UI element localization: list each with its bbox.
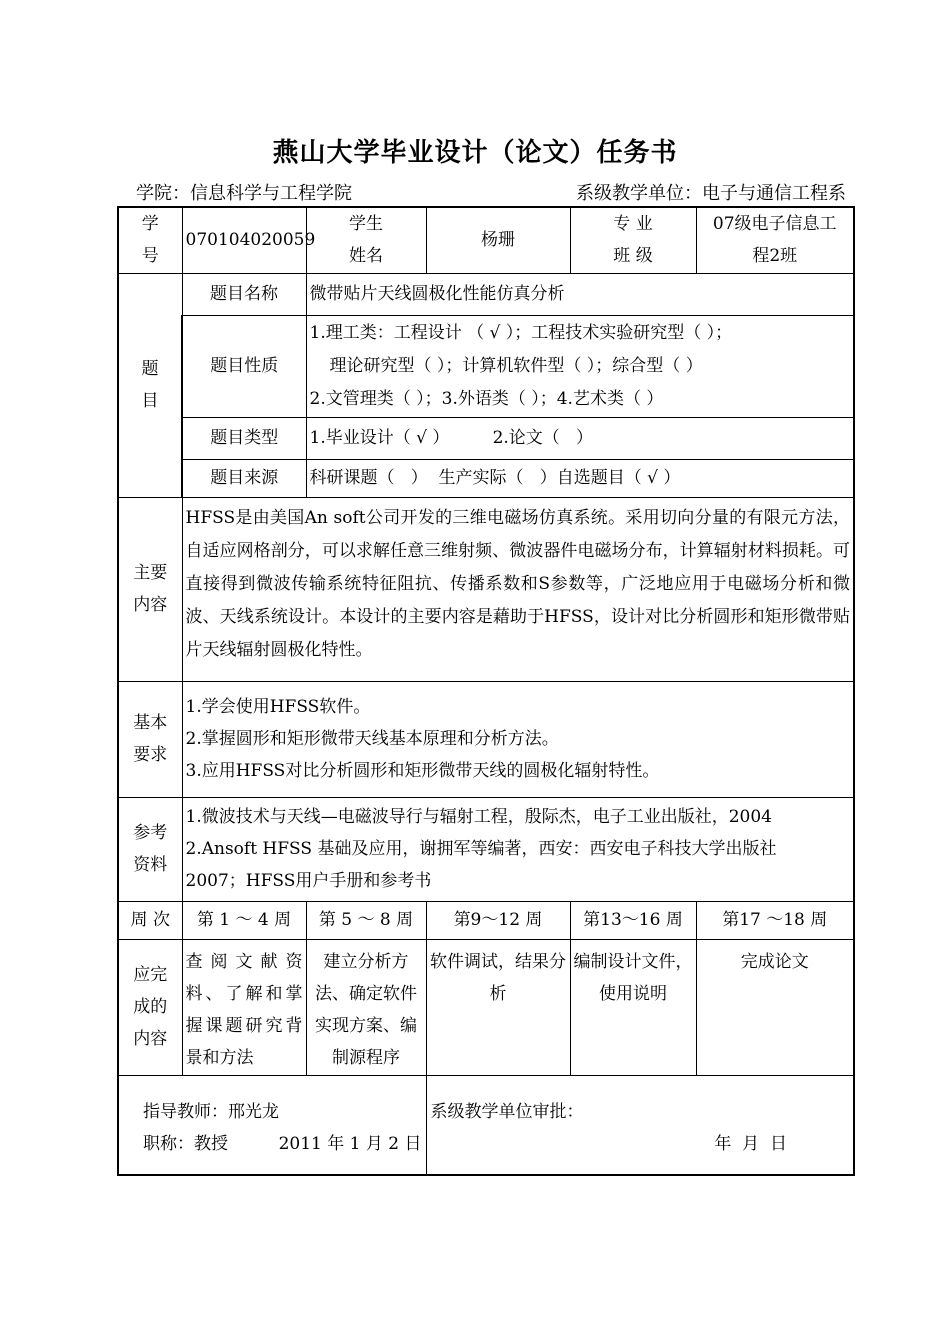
advisor-name: 指导教师：邢光龙 [143, 1101, 279, 1122]
weeks-label: 周 次 [118, 901, 182, 939]
student-id-label: 学 号 [118, 207, 182, 273]
requirement-item: 3.应用HFSS对比分析圆形和矩形微带天线的圆极化辐射特性。 [185, 761, 660, 781]
topic-nature-value: 1.理工类：工程设计 （ √ ）；工程技术实验研究型（ ）； 理论研究型（ ）；计算机软件型（ ）；综合型（ ） 2.文管理类（ ）；3.外语类（ ）；4.艺术类（ ） [306, 315, 854, 417]
signature-date: 2011 年 1 月 2 日 [278, 1133, 422, 1154]
tasks-label: 应完 成的 内容 [118, 939, 182, 1075]
topic-type-value: 1.毕业设计（ √ ） 2.论文（ ） [306, 417, 854, 459]
requirements-label: 基本 要求 [118, 681, 182, 797]
student-id-value: 070104020059 [182, 207, 306, 273]
week-range: 第9～12 周 [426, 901, 570, 939]
main-content-text: HFSS是由美国An soft公司开发的三维电磁场仿真系统。采用切向分量的有限元方法，自适应网格剖分，可以求解任意三维射频、微波器件电磁场分布，计算辐射材料损耗。可直接得到微波传输系统特征阻抗、传播系数和S参数等，广泛地应用于电磁场分析和微波、天线系统设计。本设计的主要内容是藉助于HFSS，设计对比分析圆形和矩形微带贴片天线辐射圆极化特性。 [182, 497, 854, 681]
topic-section-label: 题 目 [118, 273, 182, 497]
task-cell: 查阅文献资料、了解和掌握课题研究背景和方法 [182, 939, 306, 1075]
references-text: 1.微波技术与天线—电磁波导行与辐射工程，殷际杰，电子工业出版社，2004 2.Ansoft HFSS 基础及应用，谢拥军等编著，西安：西安电子科技大学出版社 2007；HFSS用户手册和参考书 [182, 797, 854, 901]
school-line: 学院：信息科学与工程学院 [136, 183, 352, 204]
teaching-unit-line: 系级教学单位：电子与通信工程系 [576, 183, 846, 204]
topic-source-value: 科研课题（ ） 生产实际（ ）自选题目（ √ ） [306, 459, 854, 497]
class-value: 07级电子信息工 程2班 [696, 207, 854, 273]
week-range: 第 5 ～ 8 周 [306, 901, 426, 939]
topic-nature-label: 题目性质 [182, 315, 306, 417]
advisor-signature-block [118, 1075, 426, 1175]
topic-source-label: 题目来源 [182, 459, 306, 497]
approval-block [426, 1075, 854, 1175]
advisor-title: 职称：教授 [143, 1133, 228, 1154]
week-range: 第 1 ～ 4 周 [182, 901, 306, 939]
task-cell: 完成论文 [696, 939, 854, 1075]
task-cell: 软件调试，结果分析 [426, 939, 570, 1075]
approval-label: 系级教学单位审批： [430, 1101, 584, 1122]
task-cell: 编制设计文件，使用说明 [570, 939, 696, 1075]
topic-type-label: 题目类型 [182, 417, 306, 459]
requirement-item: 2.掌握圆形和矩形微带天线基本原理和分析方法。 [185, 729, 559, 749]
task-form-table [117, 206, 855, 1176]
student-name-label: 学生 姓名 [306, 207, 426, 273]
week-range: 第13～16 周 [570, 901, 696, 939]
requirement-item: 1.学会使用HFSS软件。 [185, 697, 371, 717]
topic-name-value: 微带贴片天线圆极化性能仿真分析 [306, 273, 854, 315]
student-name-value: 杨珊 [426, 207, 570, 273]
task-cell: 建立分析方法、确定软件实现方案、编制源程序 [306, 939, 426, 1075]
week-range: 第17 ～18 周 [696, 901, 854, 939]
topic-name-label: 题目名称 [182, 273, 306, 315]
references-label: 参考 资料 [118, 797, 182, 901]
main-content-label: 主要 内容 [118, 497, 182, 681]
document-title: 燕山大学毕业设计（论文）任务书 [272, 138, 678, 168]
requirements-list [182, 681, 854, 797]
class-label: 专 业 班 级 [570, 207, 696, 273]
approval-date: 年 月 日 [714, 1133, 787, 1154]
